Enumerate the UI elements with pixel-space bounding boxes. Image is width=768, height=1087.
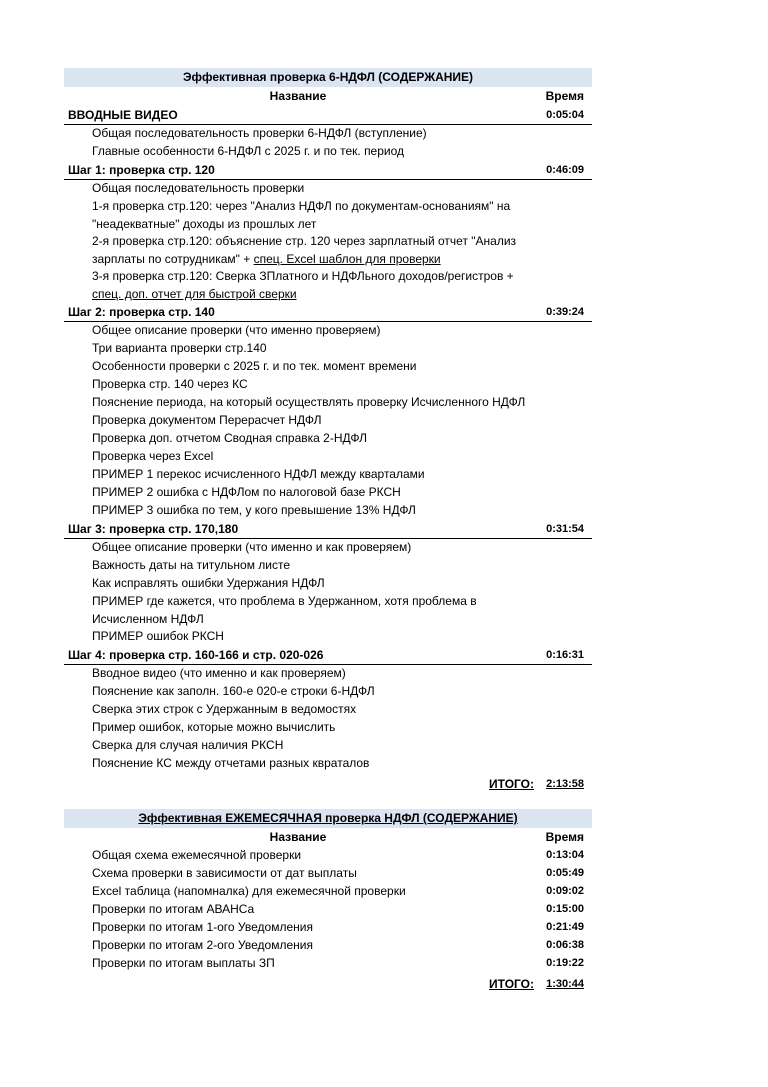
table-row — [64, 901, 592, 919]
list-item: Важность даты на титульном листе — [92, 558, 291, 572]
row-time: 0:13:04 — [546, 849, 584, 861]
table-row — [64, 919, 592, 937]
list-item: ПРИМЕР 3 ошибка по тем, у кого превышение 13% НДФЛ — [92, 503, 416, 517]
section-title: Шаг 1: проверка стр. 120 — [68, 163, 215, 177]
section-title: ВВОДНЫЕ ВИДЕО — [68, 108, 178, 122]
list-item: Проверка документом Перерасчет НДФЛ — [92, 413, 322, 427]
list-item: Проверка доп. отчетом Сводная справка 2-НДФЛ — [92, 431, 367, 445]
list-item: Общее описание проверки (что именно проверяем) — [92, 323, 381, 337]
list-item-text: 3-я проверка стр.120: Сверка ЗПлатного и НДФЛьного доходов/регистров + — [92, 269, 514, 283]
table-row — [64, 865, 592, 883]
total-time: 2:13:58 — [546, 778, 584, 790]
list-item: ПРИМЕР 2 ошибка с НДФЛом по налоговой базе РКСН — [92, 485, 401, 499]
row-name: Excel таблица (напомналка) для ежемесячной проверки — [92, 884, 406, 898]
column-time-header: Время — [545, 89, 584, 103]
row-time: 0:21:49 — [546, 921, 584, 933]
row-time: 0:09:02 — [546, 885, 584, 897]
table1-total — [64, 773, 592, 795]
row-time: 0:06:38 — [546, 939, 584, 951]
list-item: Три варианта проверки стр.140 — [92, 341, 267, 355]
list-item: Пример ошибок, которые можно вычислить — [92, 720, 336, 734]
section-time: 0:39:24 — [546, 306, 584, 318]
table-row — [64, 883, 592, 901]
section-step-2 — [64, 303, 592, 322]
row-name: Схема проверки в зависимости от дат выплаты — [92, 866, 357, 880]
row-time: 0:05:49 — [546, 867, 584, 879]
list-item: Общая последовательность проверки — [92, 181, 305, 195]
list-item: Сверка этих строк с Удержанным в ведомостях — [92, 702, 357, 716]
section-time: 0:16:31 — [546, 649, 584, 661]
list-item: Пояснение КС между отчетами разных квраталов — [92, 756, 370, 770]
list-item: Проверка стр. 140 через КС — [92, 377, 248, 391]
section-title: Шаг 4: проверка стр. 160-166 и стр. 020-026 — [68, 648, 324, 662]
list-item-text: 2-я проверка стр.120: объяснение стр. 120 через зарплатный отчет "Анализ зарплаты по сотрудникам" + — [92, 234, 517, 266]
table2-header — [64, 828, 592, 847]
list-item: ПРИМЕР где кажется, что проблема в Удержанном, хотя проблема в Исчисленном НДФЛ — [92, 594, 477, 626]
list-item: Пояснение как заполн. 160-е 020-е строки 6-НДФЛ — [92, 684, 375, 698]
section-title: Шаг 2: проверка стр. 140 — [68, 305, 215, 319]
section-time: 0:46:09 — [546, 164, 584, 176]
table2-title-post: проверка НДФЛ (СОДЕРЖАНИЕ) — [321, 811, 518, 825]
list-item: Сверка для случая наличия РКСН — [92, 738, 284, 752]
total-label: ИТОГО: — [489, 777, 534, 791]
table-row — [64, 847, 592, 865]
table2-title-mid: ЕЖЕМЕСЯЧНАЯ — [225, 811, 322, 825]
list-item: ПРИМЕР 1 перекос исчисленного НДФЛ между кварталами — [92, 467, 425, 481]
list-item: Вводное видео (что именно и как проверяем) — [92, 666, 346, 680]
section-intro-videos — [64, 106, 592, 125]
total-label: ИТОГО: — [489, 977, 534, 991]
row-name: Проверки по итогам АВАНСа — [92, 902, 255, 916]
total-time: 1:30:44 — [546, 978, 584, 990]
section-time: 0:05:04 — [546, 109, 584, 121]
row-name: Проверки по итогам выплаты ЗП — [92, 956, 275, 970]
list-item: 1-я проверка стр.120: через "Анализ НДФЛ по документам-основаниям" на "неадекватные" доходы из прошлых лет — [92, 199, 511, 231]
column-name-header: Название — [269, 89, 327, 103]
section-time: 0:31:54 — [546, 523, 584, 535]
list-item: Пояснение периода, на который осуществлять проверку Исчисленного НДФЛ — [92, 395, 526, 409]
table1-header — [64, 87, 592, 106]
row-name: Проверки по итогам 2-ого Уведомления — [92, 938, 313, 952]
section-step-3 — [64, 520, 592, 539]
table2-total — [64, 973, 592, 995]
extra-report-link[interactable]: спец. доп. отчет для быстрой сверки — [92, 286, 297, 301]
table2-title — [64, 809, 592, 828]
document — [64, 68, 592, 995]
table2-title-pre: Эффективная — [138, 811, 226, 825]
column-time-header: Время — [545, 830, 584, 844]
excel-template-link[interactable]: спец. Excel шаблон для проверки — [253, 251, 441, 266]
list-item: Как исправлять ошибки Удержания НДФЛ — [92, 576, 325, 590]
row-time: 0:15:00 — [546, 903, 584, 915]
section-step-4 — [64, 646, 592, 665]
list-item — [64, 268, 592, 303]
list-item: Общее описание проверки (что именно и как проверяем) — [92, 540, 412, 554]
table-row — [64, 955, 592, 973]
table1-title: Эффективная проверка 6-НДФЛ (СОДЕРЖАНИЕ) — [64, 68, 592, 87]
table-row — [64, 937, 592, 955]
list-item: Общая последовательность проверки 6-НДФЛ (вступление) — [92, 126, 427, 140]
row-name: Общая схема ежемесячной проверки — [92, 848, 302, 862]
section-title: Шаг 3: проверка стр. 170,180 — [68, 522, 239, 536]
list-item: Особенности проверки с 2025 г. и по тек. момент времени — [92, 359, 417, 373]
list-item: ПРИМЕР ошибок РКСН — [92, 629, 224, 643]
row-time: 0:19:22 — [546, 957, 584, 969]
column-name-header: Название — [269, 830, 327, 844]
list-item: Главные особенности 6-НДФЛ с 2025 г. и по тек. период — [92, 144, 405, 158]
section-step-1 — [64, 161, 592, 180]
list-item: Проверка через Excel — [92, 449, 214, 463]
list-item — [64, 233, 592, 268]
row-name: Проверки по итогам 1-ого Уведомления — [92, 920, 313, 934]
